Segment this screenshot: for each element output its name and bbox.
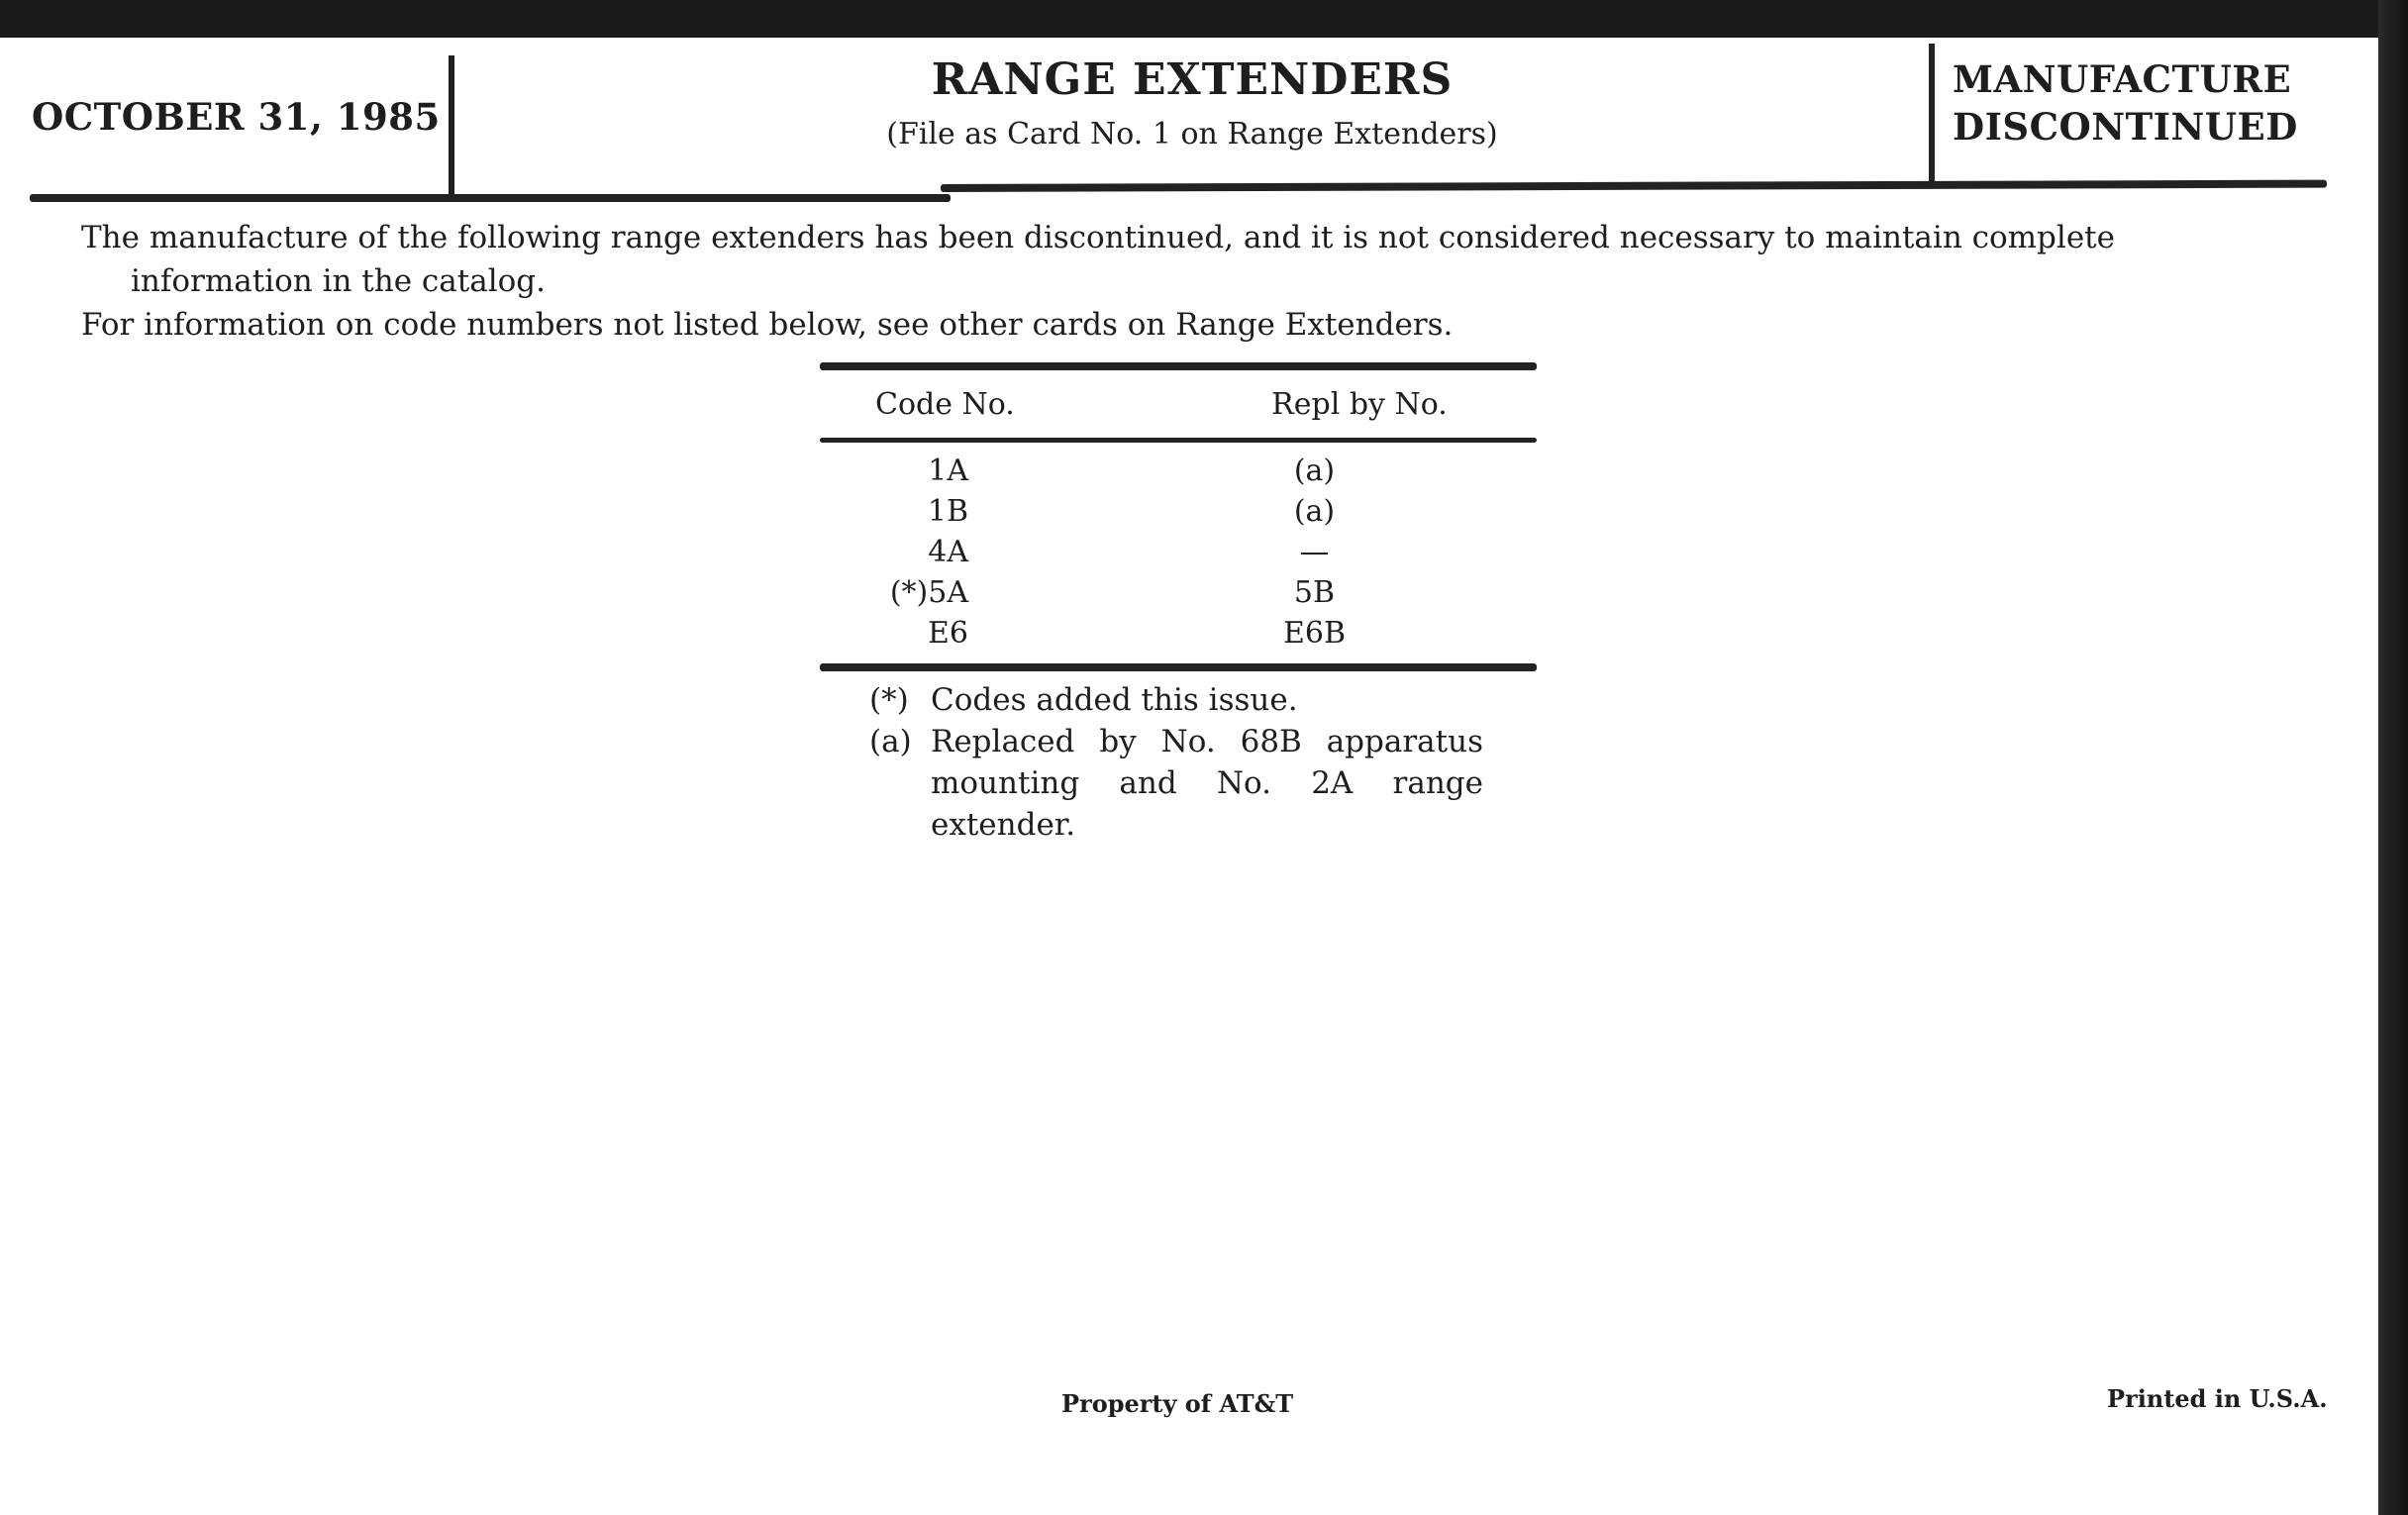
footnote [869,679,1483,721]
table-row [820,532,1537,572]
code-cell: 1B [927,494,968,529]
status-badge [1953,55,2298,151]
header-divider-right [1929,44,1935,188]
header-center [455,50,1929,156]
header-rule [30,194,951,202]
footnotes [869,679,1483,846]
scan-edge [2378,0,2408,1515]
status-line-1: MANUFACTURE [1953,57,2292,101]
repl-cell: 5B [1293,575,1336,610]
footnote-text: Replaced by No. 68B apparatus mounting and No. 2A range extender. [931,724,1483,843]
repl-cell: E6B [1282,616,1347,651]
property-notice: Property of AT&T [1061,1389,1294,1418]
footnote-mark: (a) [869,724,912,759]
code-cell: 4A [928,535,968,569]
footnote-text: Codes added this issue. [931,682,1298,718]
page-title: RANGE EXTENDERS [931,54,1454,105]
replacement-table [820,362,1537,671]
header-divider-left [449,55,454,196]
status-line-2: DISCONTINUED [1953,105,2298,149]
column-header-repl: Repl by No. [1271,386,1448,422]
code-cell: E6 [928,616,968,651]
table-row [820,613,1537,654]
table-row [820,451,1537,491]
repl-cell: (a) [1293,454,1336,488]
table-row [820,491,1537,532]
repl-cell: (a) [1293,494,1336,529]
table-body [820,443,1537,663]
table-top-rule [820,362,1537,370]
code-cell: (*)5A [889,575,968,610]
page-subtitle: (File as Card No. 1 on Range Extenders) [886,117,1498,152]
intro-text [81,216,2299,347]
repl-cell: — [1299,535,1330,569]
intro-paragraph-2: For information on code numbers not listed below, see other cards on Range Extenders. [81,307,1454,343]
printed-notice: Printed in U.S.A. [2107,1384,2328,1413]
table-bottom-rule [820,663,1537,671]
table-header [820,370,1537,438]
footnote [869,721,1483,846]
table-row [820,572,1537,613]
column-header-code: Code No. [875,386,1015,422]
footnote-mark: (*) [869,682,909,718]
code-cell: 1A [928,454,968,488]
issue-date: OCTOBER 31, 1985 [32,95,441,139]
intro-paragraph-1: The manufacture of the following range extenders has been discontinued, and it is not considered necessary to maintain complete information in the catalog. [81,220,2115,299]
